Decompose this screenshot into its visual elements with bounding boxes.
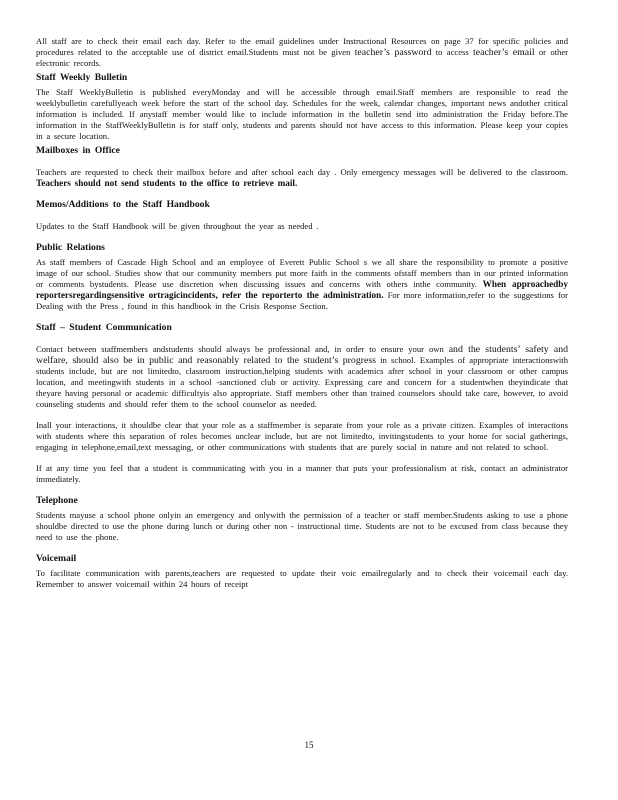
bulletin-heading: Staff Weekly Bulletin [36,72,128,83]
intro-text-2: to access [431,47,474,57]
public-relations-heading: Public Relations [36,242,105,253]
mailboxes-text: Teachers are requested to check their mailbox before and after school each day . Only emergency messages will be delivered to the classroom. [36,167,568,177]
document-page [36,36,568,590]
mailboxes-paragraph [36,167,568,189]
staff-student-paragraph-3: If at any time you feel that a student is communicating with you in a manner that puts your professionalism at risk, contact an administrator immediately. [36,463,568,484]
memos-paragraph: Updates to the Staff Handbook will be given throughout the year as needed . [36,221,319,231]
bulletin-paragraph: The Staff WeeklyBulletin is published everyMonday and will be accessible through email.Staff members are responsible to read the weeklybulletin carefullyeach week before the start of the school day. Schedules for the week, calendar changes, important news andother critical information is included. If anystaff member would like to include information in the bulletin send itto administration the Friday before.The information in the StaffWeeklyBulletin is for staff only, students and parents should not have access to this information. Please keep your copies in a secure location. [36,87,568,141]
telephone-paragraph: Students mayuse a school phone onlyin an emergency and onlywith the permission of a teacher or staff member.Students asking to use a phone shouldbe directed to use the phone during lunch or during other non - instructional time. Students are not to be excused from class because they need to use the phone. [36,510,568,542]
voicemail-paragraph: To facilitate communication with parents,teachers are requested to update their voic emailregularly and to check their voicemail each day. Remember to answer voicemail within 24 hours of receipt [36,568,568,589]
mailboxes-bold-note: Teachers should not send students to the office to retrieve mail. [36,178,298,188]
intro-teacher-email: teacher’s email [473,47,535,58]
mailboxes-heading: Mailboxes in Office [36,145,120,156]
memos-heading: Memos/Additions to the Staff Handbook [36,199,210,210]
public-relations-paragraph [36,257,568,312]
public-relations-text: As staff members of Cascade High School and an employee of Everett Public School s we all share the responsibility to promote a positive image of our school. Studies show that our community members put more faith in the comments ofstaff members than in our printed information or comments bystudents. Please use discretion when discussing issues and concerns with others inthe community. [36,257,568,289]
intro-text-3: or other electronic records. [36,47,569,68]
intro-teacher-password: teacher’s password [354,47,432,58]
staff-student-paragraph-2: Inall your interactions, it shouldbe clear that your role as a staffmember is separate from your role as a private citizen. Examples of interactions with students where this separation of roles becomes unclear include, but are not limitedto, invitingstudents to your home for social gatherings, engaging in telephone,email,text messaging, or other communications with students that are purely social in nature and not related to school. [36,420,568,452]
intro-text: All staff are to check their email each day. Refer to the email guidelines under Instructional Resources on page 37 for specific policies and procedures related to the acceptable use of district email.Students must not be given [36,36,568,57]
staff-student-text: Contact between staffmembers andstudents should always be professional and, in order to ensure your own [36,344,449,354]
telephone-heading: Telephone [36,495,78,506]
voicemail-heading: Voicemail [36,553,77,564]
staff-student-heading: Staff – Student Communication [36,322,172,333]
staff-student-larger-text: and the students’ safety and welfare, should also be in public and reasonably related to the student’s progress [36,344,568,366]
intro-paragraph [36,36,568,69]
page-number: 15 [304,740,314,750]
staff-student-text-2: in school. Examples of appropriate interactionswith students include, but are not limitedto, classroom instruction,helping students with academics after school in your classroom or other campus location, and meetingwith students in a school -sanctioned club or activity. Expressing care and concern for a studentwhen theyindicate that theyare having personal or academic difficultyis also appropriate. Staff members other than trained counselors should take care, however, to avoid counseling students and should refer them to the school counselor as needed. [36,355,568,409]
public-relations-bold-note: When approachedby reportersregardingsensitive ortragicincidents, refer the reporterto the administration. [36,279,568,300]
public-relations-text-2: For more information,refer to the suggestions for Dealing with the Press , found in this handbook in the Crisis Response Section. [36,290,568,311]
staff-student-paragraph-1 [36,344,568,410]
